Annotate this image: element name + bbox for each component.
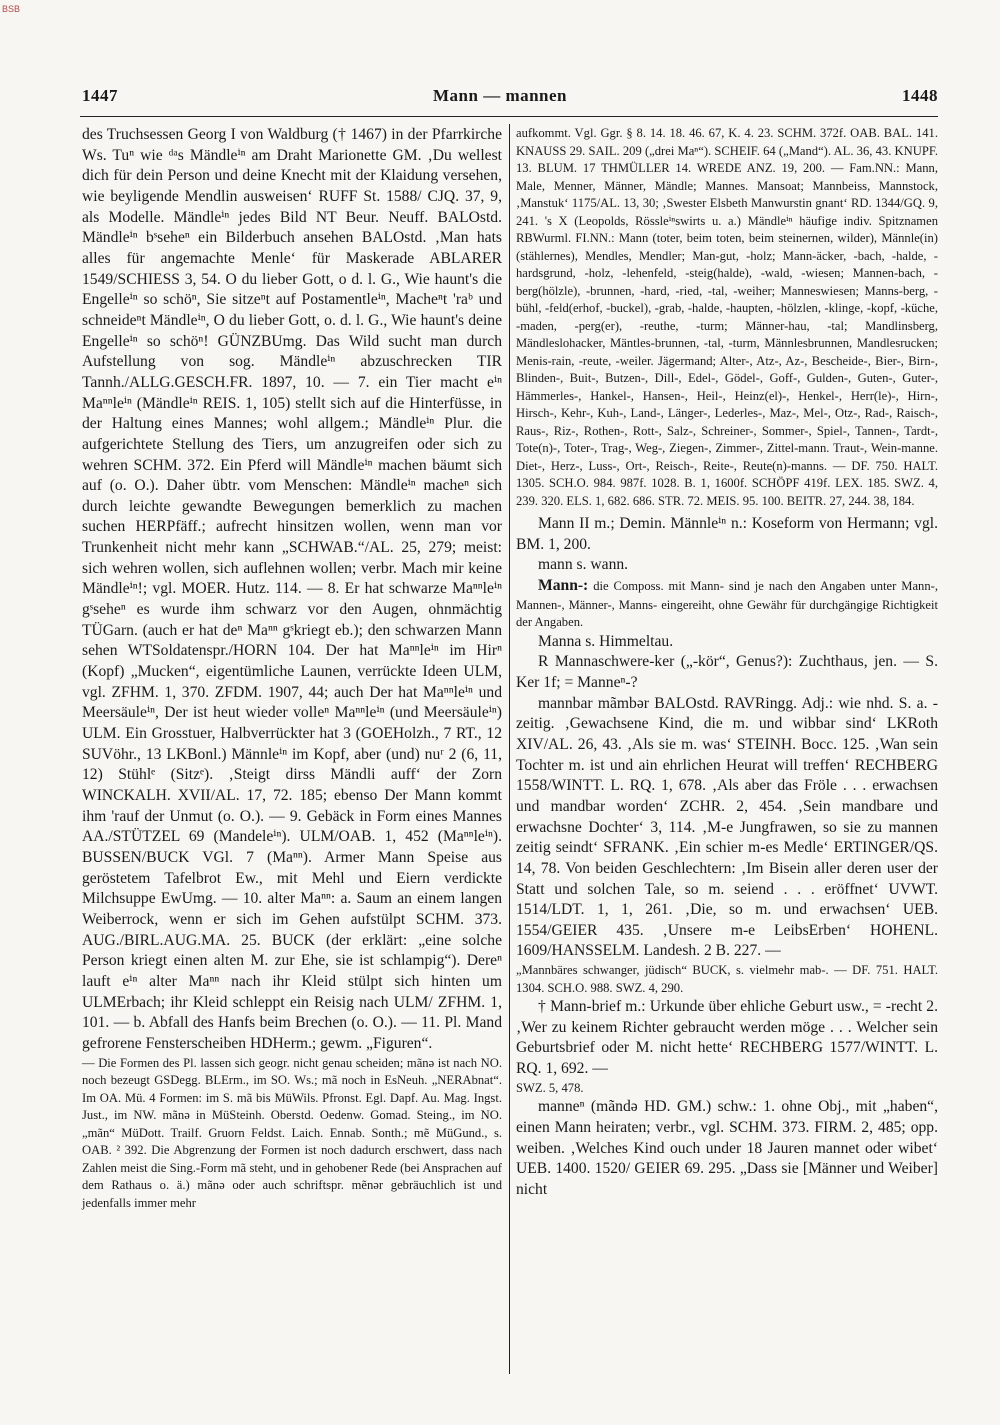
left-paragraph-forms-note: — Die Formen des Pl. lassen sich geogr. nicht genau scheiden; mãnə ist nach NO. noch bezeugt GSDegg. BLErm., im SO. Ws.; mã noch in EsNeuh. „NERAbnat“. Im OA. Mü. 4 Formen: im S. mã bis MüWils. Pfronst. Egl. Dapf. Au. Mag. Ingst. Just., im NW. mãnə in MüSteinh. Oberstd. Oedenw. Gomad. Steing., im NO. „mãn“ MüDott. Trailf. Gruorn Feldst. Laich. Ennab. Sonth.; mẽ MüGund., s. OAB. ² 392. Die Abgrenzung der Formen ist noch dadurch erschwert, dass nach Zahlen meist die Sing.-Form mã steht, und in gehobener Rede (bei Ansprachen auf dem Rathaus o. ä.) mãnə oder auch schriftspr. mẽnər gebräuchlich ist und jedenfalls immer mehr <box>82 1055 502 1210</box>
entry-manna: Manna s. Himmeltau. <box>538 632 674 650</box>
entry-mann-brief: † Mann-brief m.: Urkunde über ehliche Geburt usw., = -recht 2. ‚Wer zu keinem Richter gebraucht werden möge . . . Welcher sein Geburtsbrief oder M. nicht hette‘ RECHBERG 1577/WINTT. L. RQ. 1, 692. — <box>516 998 938 1078</box>
entry-mannbar-note: „Mannbäres schwanger, jüdisch“ BUCK, s. vielmehr mab-. — DF. 751. HALT. 1304. SCH.O. 988. SWZ. 4, 290. <box>516 963 938 995</box>
left-column <box>82 125 502 1212</box>
library-stamp: BSB <box>2 4 21 14</box>
entry-mann-brief-note: SWZ. 5, 478. <box>516 1080 584 1095</box>
header-rule <box>80 116 938 117</box>
right-paragraph-names: aufkommt. Vgl. Ggr. § 8. 14. 18. 46. 67, K. 4. 23. SCHM. 372f. OAB. BAL. 141. KNAUSS 29. SAIL. 209 („drei Maⁿ“). SCHEIF. 64 („Mand“). AL. 36, 43. KNUPF. 13. BLUM. 17 THMÜLLER 14. WREDE ANZ. 19, 200. — Fam.NN.: Mann, Male, Menner, Männer, Mändle; Mannes. Mansoat; Mannbeiss, Mannstock, ‚Manstuk‘ 1175/AL. 13, 30; ‚Swester Elsbeth Manwurstin gnant‘ RD. 1344/GQ. 9, 241. 's X (Leopolds, Rössleⁱⁿswirts u. a.) Mändleⁱⁿ häufige indiv. Spitznamen RBWurml. FI.NN.: Mann (toter, beim toten, beim steinernen, wilder), Männle(in) (stählernes), Mendles, Mendler; Man-gut, -holz; Mann-äcker, -bach, -halde, -hardsgrund, -holz, -lehenfeld, -steig(halde), -wald, -wiesen; Mannen-bach, -berg(hölzle), -brunnen, -hard, -ried, -tal, -weiher; Manneswiesen; Manns-berg, -bühl, -feld(erhof, -buckel), -grab, -halde, -haupten, -hölzlen, -klinge, -kopf, -küche, -maden, -perg(er), -reuthe, -turm; Männer-hau, -tal; Mandlinsberg, Mändleslohacker, Mäntles-brunnen, -tal, -turm, Männlesbrunnen, Mandlesrucken; Menis-rain, -reute, -weiler. Jägermand; Alter-, Atz-, Az-, Bescheide-, Bier-, Birn-, Blinden-, Buit-, Butzen-, Dill-, Edel-, Gödel-, Goff-, Gulden-, Guten-, Guter-, Hämmerles-, Hankel-, Hansen-, Heil-, Heinz(el)-, Henkel-, Herr(le)-, Hirn-, Hirsch-, Kehr-, Kuh-, Land-, Länger-, Lederles-, Maz-, Mel-, Otz-, Rad-, Raisch-, Raus-, Riz-, Rothen-, Rott-, Salz-, Schreiner-, Sommer-, Spiel-, Tannen-, Tardt-, Tote(n)-, Toter-, Trag-, Weg-, Ziegen-, Zimmer-, Zittel-mann. Traut-, Wein-manne. Diet-, Herz-, Luss-, Ort-, Reisch-, Reite-, Reute(n)-manns. — DF. 750. HALT. 1305. SCH.O. 984. 987f. 1028. B. 1, 1600f. SCHÖPF 419f. LEX. 185. SWZ. 4, 239. 320. ELS. 1, 682. 686. STR. 72. MEIS. 95. 100. BEITR. 27, 244. 38, 184. <box>516 126 938 508</box>
entry-mannen: manneⁿ (mãndə HD. GM.) schw.: 1. ohne Obj., mit „haben“, einen Mann heiraten; verbr., vgl. SCHM. 373. FIRM. 2, 485; opp. weiben. ‚Welches Kind ouch under 18 Jauren mannet oder wibet‘ UEB. 1400. 1520/ GEIER 69. 295. „Dass sie [Männer und Weiber] nicht <box>516 1098 938 1198</box>
left-page-number: 1447 <box>82 86 118 105</box>
right-column <box>516 125 938 1201</box>
entry-mann-compound-body: die Composs. mit Mann- sind je nach den Angaben unter Mann-, Mannen-, Männer-, Manns- eingereiht, ohne Gewähr für durchgängige Richtigkeit der Angaben. <box>516 578 938 630</box>
right-page-number: 1448 <box>902 86 938 105</box>
entry-mannaschwere: R Mannaschwere-ker („-kör“, Genus?): Zuchthaus, jen. — S. Ker 1f; = Manneⁿ-? <box>516 653 938 691</box>
entry-mann-s: mann s. wann. <box>538 556 629 574</box>
running-title: Mann — mannen <box>432 86 568 105</box>
entry-mannbar: mannbar mãmbər BALOstd. RAVRingg. Adj.: wie nhd. S. a. -zeitig. ‚Gewachsene Kind, die m. und wibbar sind‘ LKRoth XIV/AL. 26, 43. ‚Als sie m. was‘ STEINH. Bocc. 125. ‚Wan sein Tochter m. ist und ain ehrlichen Heurat will treffen‘ RECHBERG 1558/WINTT. L. RQ. 1, 678. ‚Als aber das Fröle . . . erwachsen und mandbar worden‘ ZCHR. 2, 454. ‚Sein mandbare und erwachsne Dochter‘ 3, 114. ‚M-e Jungfrawen, so sie zu mannen zeitig seindt‘ SFRANK. ‚Ein schier m-es Medle‘ ERTINGER/QS. 14, 78. Von beiden Geschlechtern: ‚Im Bisein aller deren user der Statt und solchen Tale, so m. seiend . . . eröffnet‘ UVWT. 1514/LDT. 1, 1, 261. ‚Die, so m. und erwachsen‘ UEB. 1554/GEIER 435. ‚Unsere m-e LeibsErben‘ HOHENL. 1609/HANSSELM. Landesh. 2 B. 227. — <box>516 694 938 960</box>
entry-mann-ii: Mann II m.; Demin. Männleⁱⁿ n.: Koseform von Hermann; vgl. BM. 1, 200. <box>516 515 938 553</box>
left-paragraph: des Truchsessen Georg I von Waldburg († 1467) in der Pfarrkirche Ws. Tuⁿ wie ᵈᵃs Mändleⁱⁿ am Draht Marionette GM. ‚Du wellest dich für dein Person und deine Knecht mit der Klaidung versehen, wie beyligende Mendlin ausweisen‘ RUFF St. 1588/ CJQ. 37, 9, als Modelle. Mändleⁱⁿ jedes Bild NT Beur. Neuff. BALOstd. Mändleⁱⁿ bˢseheⁿ ein Bilderbuch ansehen BALOstd. ‚Man hats alles für angemachte Menle‘ für Maskerade ABLARER 1549/SCHIESS 3, 54. O du lieber Gott, o d. l. G., Wie haunt's die Engelleⁱⁿ so schöⁿ, Sie sitzeⁿt auf Postamentleⁱⁿ, Macheⁿt 'raᵇ und schneideⁿt Mändleⁱⁿ, O du lieber Gott, o. d. l. G., Wie haunt's deine Engelleⁱⁿ so schöⁿ! GÜNZBUmg. Das Wild sucht man durch Aufstellung von sog. Mändleⁱⁿ abzuschrecken TIR Tannh./ALLG.GESCH.FR. 1897, 10. — 7. ein Tier macht eⁱⁿ Maⁿⁿleⁱⁿ (Mändleⁱⁿ REIS. 1, 105) stellt sich auf die Hinterfüsse, in der Haltung eines Mannes; wohl allgem.; Mändleⁱⁿ Plur. die aufgerichtete Stellung des Tiers, um anzugreifen oder sich zu wehren SCHM. 372. Ein Pferd will Mändleⁱⁿ machen bäumt sich auf (o. O.). Daher übtr. vom Menschen: Mändleⁱⁿ macheⁿ sich durch leichte gewandte Bewegungen bemerklich zu machen suchen HERPfäff.; aufrecht hinsitzen wollen, wenn man vor Trunkenheit nicht mehr kann „SCHWAB.“/AL. 25, 279; meist: sich wehren wollen, sich auflehnen wollen; verbr. Mach mir keine Mändleⁱⁿ!; vgl. MOER. Hutz. 114. — 8. Er hat schwarze Maⁿⁿleⁱⁿ gˢseheⁿ es wurde ihm schwarz vor den Augen, ohnmächtig TÜGarn. (auch er hat deⁿ Maⁿⁿ gˢkriegt eb.); den schwarzen Mann sehen WTSoldatenspr./HORN 104. Der hat Maⁿⁿleⁱⁿ im Hirⁿ (Kopf) „Mucken“, eigentümliche Launen, verrückte Ideen ULM, vgl. ZFHM. 1, 370. ZFDM. 1907, 44; auch Der hat Maⁿⁿleⁱⁿ und Meersäuleⁱⁿ, Der ist heut wieder volleⁿ Maⁿⁿleⁱⁿ (und Meersäuleⁱⁿ) ULM. Ein Grosstuer, Halbverrückter hat 3 (GOEHolzh., 7 RT., 12 SUVöhr., 13 LKBonl.) Männleⁱⁿ im Kopf, aber (und) nuʳ 2 (6, 11, 12) Stühlᵉ (Sitzᵉ). ‚Steigt dirss Mändli auff‘ der Zorn WINCKALH. XVII/AL. 17, 72. 185; ebenso Der Mann kommt ihm 'rauf der Unmut (o. O.). — 9. Gebäck in Form eines Mannes AA./STÜTZEL 69 (Mandeleⁱⁿ). ULM/OAB. 1, 452 (Maⁿⁿleⁱⁿ). BUSSEN/BUCK VGl. 7 (Maⁿⁿ). Armer Mann Speise aus geröstetem Tafelbrot Ew., mit Mehl und Eiern verdickte Milchsuppe EwUmg. — 10. alter Maⁿⁿ: a. Saum an einem langen Weiberrock, wenn er sich im Gehen aufstülpt SCHM. 373. AUG./BIRL.AUG.MA. 25. BUCK (der erklärt: „eine solche Person kriegt einen alten M. zur Ehe, sie ist schlampig“). Dereⁿ lauft eⁱⁿ alter Maⁿⁿ nach ihr Kleid stülpt sich hinten um ULMErbach; ihr Kleid schleppt ein Reisig nach ULM/ ZFHM. 1, 101. — b. Abfall des Hanfs beim Brechen (o. O.). — 11. Pl. Mand gefrorene Fensterscheiben HDHerm.; gewm. „Figuren“. <box>82 126 502 1052</box>
entry-mann-compound-head: Mann-: <box>538 576 589 594</box>
column-divider <box>509 124 510 1374</box>
